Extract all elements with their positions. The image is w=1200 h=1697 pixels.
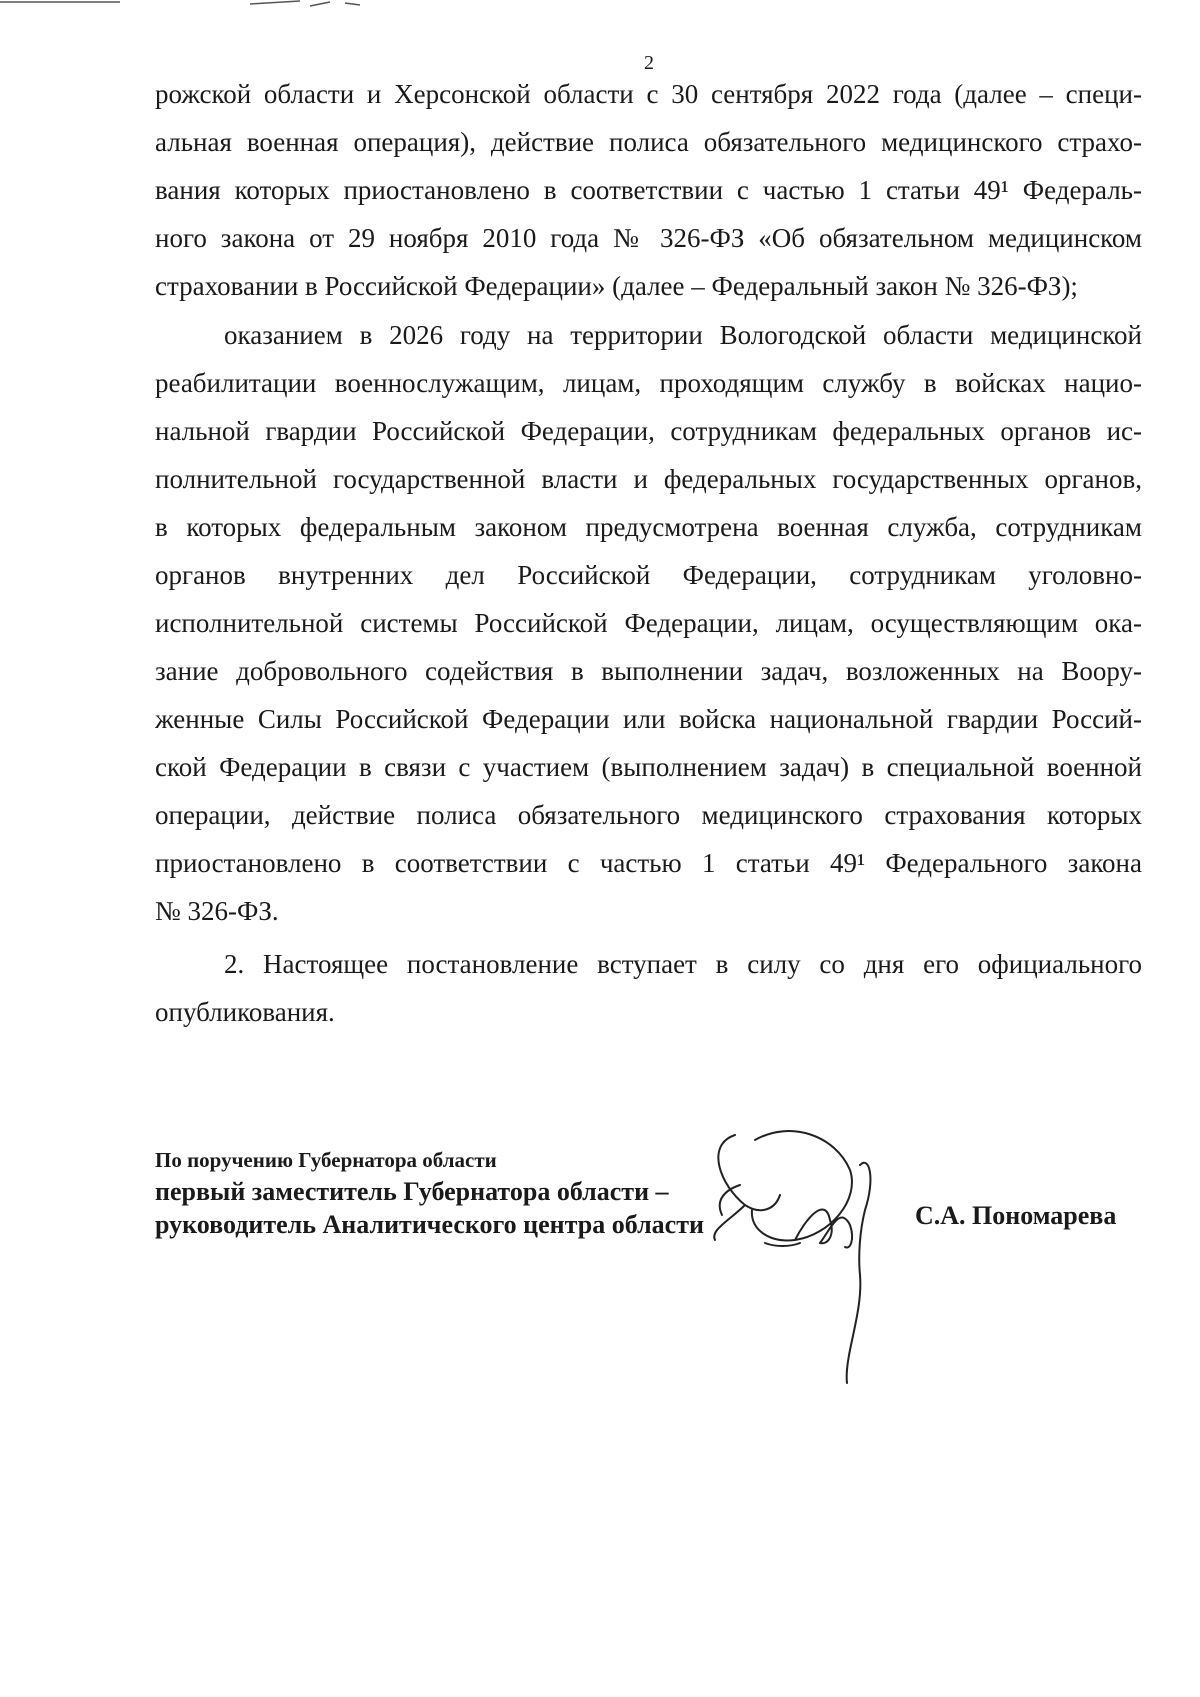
paragraph-3 xyxy=(155,940,1142,1036)
signatory-name: С.А. Пономарева xyxy=(915,1201,1117,1230)
text-line: опубликования. xyxy=(155,997,335,1027)
paragraph-1 xyxy=(155,70,1142,310)
text-line: альная военная операция), действие полиса обязательного медицинского страхо- xyxy=(155,127,1142,157)
signatory-title: первый заместитель Губернатора области – xyxy=(155,1177,669,1206)
text-line: ской Федерации в связи с участием (выполнением задач) в специальной военной xyxy=(155,752,1142,782)
text-line: нальной гвардии Российской Федерации, сотрудникам федеральных органов ис- xyxy=(155,416,1142,446)
handwritten-signature xyxy=(700,1125,920,1385)
text-line: ного закона от 29 ноября 2010 года № 326-ФЗ «Об обязательном медицинском xyxy=(155,223,1142,253)
text-line: страховании в Российской Федерации» (далее – Федеральный закон № 326-ФЗ); xyxy=(155,271,1078,301)
text-line: приостановлено в соответствии с частью 1 статьи 49¹ Федерального закона xyxy=(155,848,1142,878)
text-line: операции, действие полиса обязательного медицинского страхования которых xyxy=(155,800,1142,830)
paragraph-2 xyxy=(155,311,1142,935)
signatory-instruction: По поручению Губернатора области xyxy=(155,1148,497,1172)
scan-artifact-mark xyxy=(0,0,420,12)
text-line: исполнительной системы Российской Федерации, лицам, осуществляющим ока- xyxy=(155,608,1142,638)
text-line: зание добровольного содействия в выполнении задач, возложенных на Воору- xyxy=(155,656,1142,686)
text-line: реабилитации военнослужащим, лицам, проходящим службу в войсках нацио- xyxy=(155,368,1142,398)
signatory-position xyxy=(155,1145,775,1241)
text-line: в которых федеральным законом предусмотрена военная служба, сотрудникам xyxy=(155,512,1142,542)
text-line: женные Силы Российской Федерации или войска национальной гвардии Россий- xyxy=(155,704,1142,734)
text-line: 2. Настоящее постановление вступает в силу со дня его официального xyxy=(224,949,1142,979)
text-line: рожской области и Херсонской области с 30 сентября 2022 года (далее – специ- xyxy=(155,79,1142,109)
text-line: органов внутренних дел Российской Федерации, сотрудникам уголовно- xyxy=(155,560,1142,590)
signatory-title-continued: руководитель Аналитического центра области xyxy=(155,1210,704,1239)
text-line: № 326-ФЗ. xyxy=(155,896,279,926)
text-line: полнительной государственной власти и федеральных государственных органов, xyxy=(155,464,1142,494)
page-number: 2 xyxy=(644,52,654,74)
text-line: оказанием в 2026 году на территории Вологодской области медицинской xyxy=(224,320,1142,350)
text-line: вания которых приостановлено в соответствии с частью 1 статьи 49¹ Федераль- xyxy=(155,175,1142,205)
